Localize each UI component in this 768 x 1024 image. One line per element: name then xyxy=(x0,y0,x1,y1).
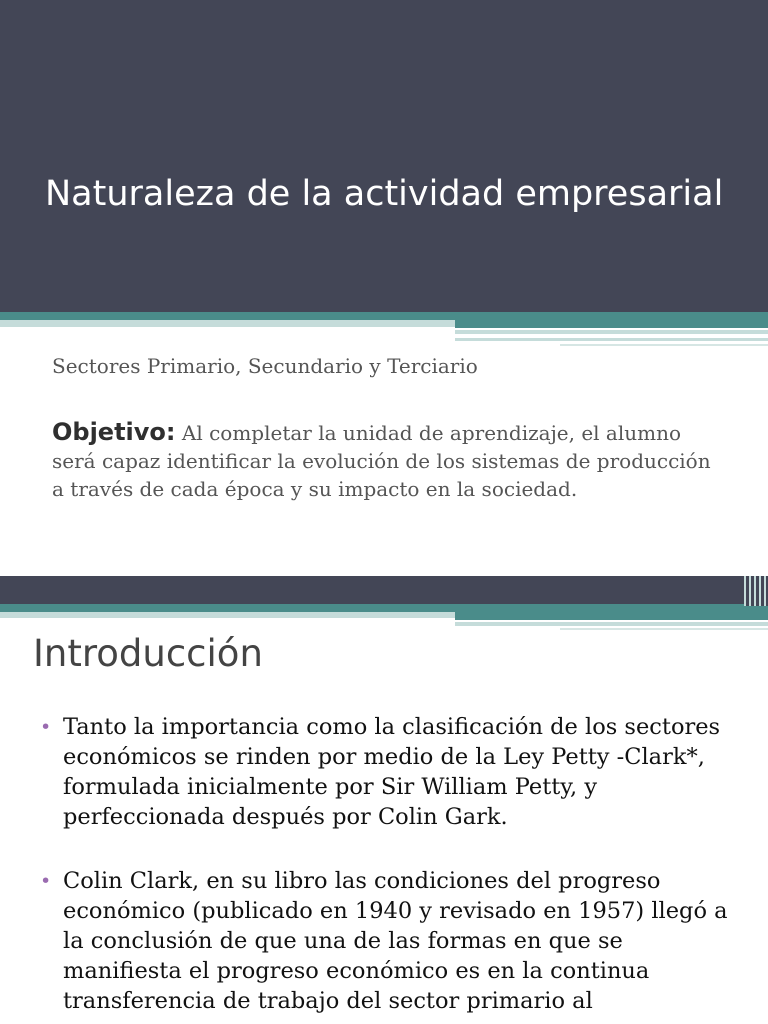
bullet-text: Colin Clark, en su libro las condiciones del progreso económico (publicado en 1940 y revisado en 1957) llegó a la conclusión de que una de las formas en que se manifiesta el progreso económico es en la continua transferencia de trabajo del sector primario al xyxy=(63,868,728,1014)
slide-title: Naturaleza de la actividad empresarial xyxy=(45,174,724,214)
list-item xyxy=(40,712,740,832)
title-header-band xyxy=(0,0,768,312)
teal-stripe xyxy=(0,312,768,320)
objective-label: Objetivo: xyxy=(52,418,176,446)
teal-stripe-right xyxy=(455,612,768,620)
intro-header-band xyxy=(0,576,768,604)
bullet-icon: • xyxy=(40,870,52,892)
list-item xyxy=(40,866,740,1016)
light-stripe-right xyxy=(455,622,768,626)
vertical-ticks xyxy=(744,576,768,606)
teal-stripe xyxy=(0,604,768,612)
bullet-text: Tanto la importancia como la clasificación de los sectores económicos se rinden por medio de la Ley Petty -Clark*, formulada inicialmente por Sir William Petty, y perfeccionada después por Colin Gark. xyxy=(63,714,721,830)
light-stripe-right xyxy=(455,330,768,334)
objective-paragraph xyxy=(52,418,712,503)
slide-subtitle: Sectores Primario, Secundario y Terciario xyxy=(52,354,478,378)
light-stripe xyxy=(0,320,455,327)
intro-slide xyxy=(0,576,768,1024)
light-stripe-right-2 xyxy=(560,628,768,630)
bullet-icon: • xyxy=(40,716,52,738)
light-stripe xyxy=(0,612,455,618)
light-stripe-right-3 xyxy=(560,344,768,346)
bullet-list xyxy=(40,712,740,1024)
objective-text: Al completar la unidad de aprendizaje, el alumno será capaz identificar la evolución de los sistemas de producción a través de cada época y su impacto en la sociedad. xyxy=(52,421,711,501)
intro-title: Introducción xyxy=(33,632,263,675)
light-stripe-right-2 xyxy=(455,338,768,341)
teal-stripe-right xyxy=(455,320,768,328)
